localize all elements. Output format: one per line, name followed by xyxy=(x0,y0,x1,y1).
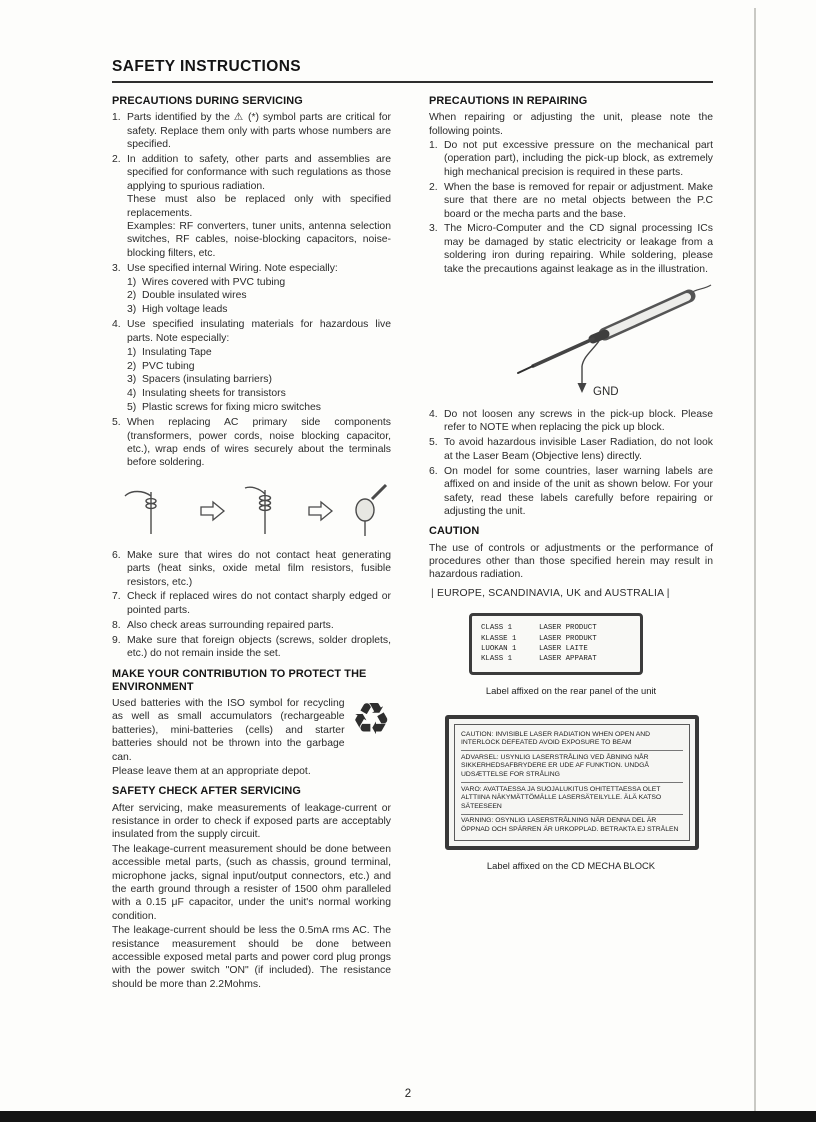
item-text xyxy=(127,318,391,414)
sub-list-item xyxy=(127,401,391,414)
item-number: 6. xyxy=(429,465,438,477)
environment-paragraph xyxy=(112,694,391,778)
label-row xyxy=(481,623,631,633)
laser-class-label-box xyxy=(469,613,643,675)
item-number: 5. xyxy=(112,417,121,429)
laser-caution-label-inner xyxy=(454,724,690,841)
list-item xyxy=(112,262,391,317)
item-number: 3. xyxy=(112,262,121,274)
sub-list-item xyxy=(127,360,391,373)
warning-row: VARO: AVATTAESSA JA SUOJALUKITUS OHITETTAESSA OLET ALTTIINA NÄKYMÄTTÖMÄLLE LASERSÄTEILYLLE. ÄLÄ KATSO SÄTEESEEN xyxy=(461,782,683,814)
list-item xyxy=(429,139,713,179)
scan-bottom-bar xyxy=(0,1111,816,1122)
item-paragraph: In addition to safety, other parts and assemblies are specified for conformance with such regulations as those applying to spurious radiation. xyxy=(127,153,391,192)
item-paragraph: Examples: RF converters, tuner units, antenna selection switches, RF cables, noise-blocking capacitors, noise-blocking filters, etc. xyxy=(127,220,391,259)
list-item xyxy=(429,465,713,519)
heading-protect-environment: MAKE YOUR CONTRIBUTION TO PROTECT THE ENVIRONMENT xyxy=(112,667,367,693)
arrow-right-icon xyxy=(309,502,332,520)
list-item xyxy=(112,416,391,470)
label-text: LASER LAITE xyxy=(539,644,588,653)
label-class: CLASS 1 xyxy=(481,624,513,633)
list-item xyxy=(112,111,391,151)
sub-item-number: 3) xyxy=(127,304,137,316)
sub-item-number: 2) xyxy=(127,290,137,302)
sub-list-item xyxy=(127,373,391,386)
sub-list-item xyxy=(127,276,391,289)
sub-item-text: Insulating sheets for transistors xyxy=(142,388,286,400)
arrow-right-icon xyxy=(201,502,224,520)
sub-list-item xyxy=(127,303,391,316)
paragraph: Used batteries with the ISO symbol for recycling as well as small accumulators (rechargeable batteries), mini-batteries (cells) and starter batteries should not be thrown into the garbage can. xyxy=(112,697,345,763)
paragraph: The leakage-current should be less the 0.5mA rms AC. The resistance measurement should be done between accessible exposed metal parts and power cord plug prongs with the power switch "ON" (if included). The resistance should be more than 2.2Mohms. xyxy=(112,925,391,990)
paragraph: When repairing or adjusting the unit, please note the following points. xyxy=(429,112,713,137)
heading-safety-check: SAFETY CHECK AFTER SERVICING xyxy=(112,785,301,798)
sub-item-number: 3) xyxy=(127,374,137,386)
item-number: 3. xyxy=(429,223,438,235)
sub-list-item xyxy=(127,346,391,359)
item-number: 1. xyxy=(429,140,438,152)
paragraph: The use of controls or adjustments or the performance of procedures other than those specified herein may result in hazardous radiation. xyxy=(429,542,713,581)
item-number: 7. xyxy=(112,591,121,603)
paragraph: The leakage-current measurement should be done between accessible metal parts, (such as chassis, ground terminal, microphone jacks, signal input/output connectors, etc.) and the earth ground through a resister of 1500 ohm paralleled with a 0.15 μF capacitor, under the unit's normal working condition. xyxy=(112,843,391,922)
paragraph: After servicing, make measurements of leakage-current or resistance in order to check if exposed parts are acceptably insulated from the supply circuit. xyxy=(112,802,391,841)
page-number: 2 xyxy=(404,1088,412,1100)
heading-precautions-during-servicing: PRECAUTIONS DURING SERVICING xyxy=(112,95,303,107)
arrow-down-icon xyxy=(578,383,587,393)
left-column xyxy=(112,94,391,992)
sub-item-number: 4) xyxy=(127,388,137,400)
heading-caution: CAUTION xyxy=(429,525,480,538)
item-number: 6. xyxy=(112,549,121,561)
item-text xyxy=(127,262,391,317)
recycle-icon: ♻ xyxy=(351,694,391,744)
sub-item-text: Wires covered with PVC tubing xyxy=(142,276,286,288)
item-number: 4. xyxy=(429,409,438,421)
item-number: 2. xyxy=(112,153,121,165)
label-row xyxy=(481,634,631,644)
item-text: To avoid hazardous invisible Laser Radiation, do not look at the Laser Beam (Objective lens) directly. xyxy=(444,437,713,462)
sub-list-item xyxy=(127,289,391,302)
sub-list-item xyxy=(127,387,391,400)
ground-lead xyxy=(582,341,599,366)
item-number: 5. xyxy=(429,437,438,449)
label-caption: Label affixed on the rear panel of the unit xyxy=(485,684,657,696)
soldering-iron-illustration xyxy=(433,282,713,402)
item-text: Check if replaced wires do not contact sharply edged or pointed parts. xyxy=(127,591,391,616)
item-text: Also check areas surrounding repaired parts. xyxy=(127,619,334,631)
label-caption: Label affixed on the CD MECHA BLOCK xyxy=(486,860,656,872)
list-item xyxy=(112,153,391,260)
warning-row: VARNING: OSYNLIG LASERSTRÅLNING NÄR DENNA DEL ÄR ÖPPNAD OCH SPÄRREN ÄR URKOPPLAD. BETRAKTA EJ STRÅLEN xyxy=(461,814,683,837)
label-class: LUOKAN 1 xyxy=(481,644,517,653)
wire-wrapping-drawing xyxy=(113,480,391,540)
scan-edge-line xyxy=(754,8,756,1111)
right-column xyxy=(429,94,713,992)
sub-item-text: PVC tubing xyxy=(142,360,195,372)
item-paragraph: Use specified insulating materials for hazardous live parts. Note especially: xyxy=(127,319,391,344)
item-text xyxy=(127,153,391,260)
item-text: When the base is removed for repair or adjustment. Make sure that there are no metal objects between the P.C board or the mecha parts and the base. xyxy=(444,181,713,220)
heading-precautions-in-repairing: PRECAUTIONS IN REPAIRING xyxy=(429,95,588,107)
item-number: 2. xyxy=(429,181,438,193)
item-text: Do not loosen any screws in the pick-up block. Please refer to NOTE when replacing the pick up block. xyxy=(444,409,713,434)
list-item xyxy=(429,181,713,221)
item-number: 9. xyxy=(112,634,121,646)
sub-item-number: 5) xyxy=(127,402,137,414)
label-text: LASER APPARAT xyxy=(539,655,597,664)
label-row xyxy=(481,654,631,664)
item-text: Make sure that foreign objects (screws, solder droplets, etc.) do not remain inside the set. xyxy=(127,634,391,660)
list-item xyxy=(112,590,391,617)
region-label: | EUROPE, SCANDINAVIA, UK and AUSTRALIA | xyxy=(431,587,670,599)
item-text: On model for some countries, laser warning labels are affixed on and inside of the unit as shown below. For your safety, read these labels carefully before repairing or adjusting the unit. xyxy=(444,465,713,517)
two-column-layout xyxy=(112,94,713,992)
sub-item-text: Double insulated wires xyxy=(142,290,247,302)
sub-item-number: 1) xyxy=(127,276,137,288)
warning-row: CAUTION: INVISIBLE LASER RADIATION WHEN OPEN AND INTERLOCK DEFEATED AVOID EXPOSURE TO BEAM xyxy=(461,730,651,747)
item-number: 4. xyxy=(112,319,121,331)
paragraph: Please leave them at an appropriate depot. xyxy=(112,765,311,777)
label-row xyxy=(481,644,631,654)
sub-item-text: Spacers (insulating barriers) xyxy=(142,374,272,386)
item-number: 1. xyxy=(112,112,121,124)
warning-row: ADVARSEL: USYNLIG LASERSTRÅLING VED ÅBNING NÅR SIKKERHEDSAFBRYDERE ER UDE AF FUNKTION. UNDGÅ UDSÆTTELSE FOR STRÅLING xyxy=(461,750,683,782)
sub-item-text: High voltage leads xyxy=(142,304,228,316)
item-text: Do not put excessive pressure on the mechanical part (operation part), including the pick-up block, as extremely high mechanical precision is required in these parts. xyxy=(444,140,713,178)
item-text: Parts identified by the ⚠ (*) symbol parts are critical for safety. Replace them only with parts whose numbers are specified. xyxy=(127,112,391,151)
laser-caution-label-box xyxy=(445,715,699,850)
soldering-iron-drawing xyxy=(433,282,713,402)
item-text: The Micro-Computer and the CD signal processing ICs may be damaged by static electricity or leakage from a soldering iron during repairing. While soldering, please take the precautions against leakage as in the illustration. xyxy=(444,223,713,275)
item-paragraph: Use specified internal Wiring. Note especially: xyxy=(127,262,338,274)
label-text: LASER PRODUKT xyxy=(539,634,597,643)
label-class: KLASSE 1 xyxy=(481,634,517,643)
label-text: LASER PRODUCT xyxy=(539,624,597,633)
item-text: When replacing AC primary side components (transformers, power cords, noise blocking capacitor, etc.), wrap ends of wires securely about the terminals before soldering. xyxy=(127,417,391,469)
list-item xyxy=(429,408,713,435)
list-item xyxy=(112,318,391,414)
gnd-label: GND xyxy=(593,386,619,399)
list-item xyxy=(429,222,713,276)
list-item xyxy=(112,549,391,589)
item-paragraph: These must also be replaced only with specified replacements. xyxy=(127,194,391,219)
item-number: 8. xyxy=(112,619,121,631)
sub-item-text: Plastic screws for fixing micro switches xyxy=(142,402,321,414)
label-class: KLASS 1 xyxy=(481,655,513,664)
page-content xyxy=(112,58,713,992)
list-item xyxy=(429,436,713,463)
page-title: SAFETY INSTRUCTIONS xyxy=(112,58,713,83)
list-item xyxy=(112,619,391,632)
wire-wrapping-illustration xyxy=(112,480,391,540)
sub-item-text: Insulating Tape xyxy=(142,346,212,358)
item-text: Make sure that wires do not contact heat generating parts (heat sinks, oxide metal film resistors, fusible resistors, etc.) xyxy=(127,549,391,588)
list-item xyxy=(112,634,391,661)
sub-item-number: 2) xyxy=(127,360,137,372)
sub-item-number: 1) xyxy=(127,346,137,358)
